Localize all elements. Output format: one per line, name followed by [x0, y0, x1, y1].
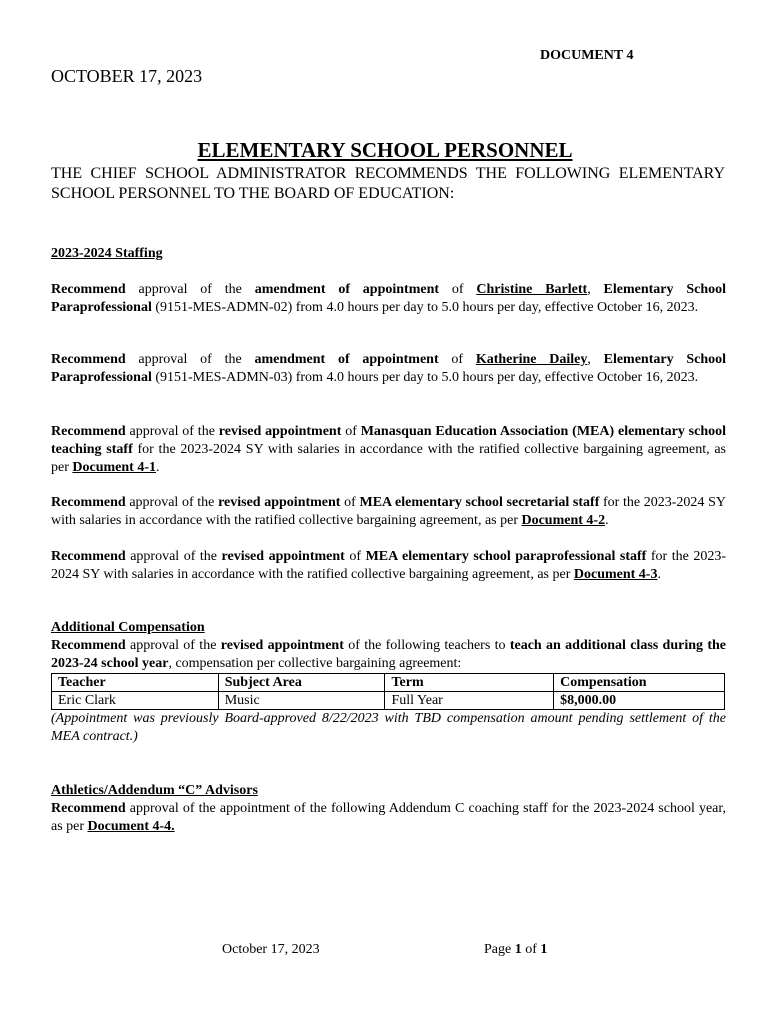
current-page: 1 — [514, 942, 522, 957]
document-label: DOCUMENT 4 — [540, 48, 634, 63]
cell-term: Full Year — [385, 692, 554, 710]
column-header-compensation: Compensation — [554, 674, 725, 692]
action-label: revised appointment — [218, 495, 341, 510]
staffing-item-1: Recommend approval of the amendment of appointment of Christine Barlett, Elementary School Paraprofessional (9151-MES-ADMN-02) from 4.0 hours per day to 5.0 hours per day, effective October 16, 2023. — [51, 282, 726, 315]
employee-role: Elementary School Paraprofessional — [51, 282, 726, 315]
staff-group: Manasquan Education Association (MEA) elementary school teaching staff — [51, 424, 727, 457]
staffing-item-5: Recommend approval of the revised appointment of MEA elementary school paraprofessional staff for the 2023-2024 SY with salaries in accordance with the ratified collective bargaining agreement, as per Document 4-3. — [51, 549, 727, 582]
staff-group: MEA elementary school paraprofessional staff — [365, 549, 647, 564]
recommend-label: Recommend — [51, 352, 126, 367]
recommend-label: Recommend — [51, 495, 126, 510]
staff-group: MEA elementary school secretarial staff — [359, 495, 600, 510]
assignment-description: teach an additional class during the 2023-24 school year — [51, 638, 727, 671]
recommend-label: Recommend — [51, 638, 126, 653]
compensation-note: (Appointment was previously Board-approved 8/22/2023 with TBD compensation amount pending settlement of the MEA contract.) — [51, 711, 726, 744]
employee-name: Christine Barlett — [476, 282, 588, 297]
page-number: Page 1 of 1 — [484, 942, 548, 957]
column-header-teacher: Teacher — [52, 674, 219, 692]
recommend-label: Recommend — [51, 549, 126, 564]
column-header-term: Term — [385, 674, 554, 692]
staffing-heading: 2023-2024 Staffing — [51, 246, 163, 261]
table-header-row — [52, 674, 725, 692]
staffing-section — [51, 245, 726, 263]
recommend-label: Recommend — [51, 282, 126, 297]
athletics-heading: Athletics/Addendum “C” Advisors — [51, 783, 258, 798]
staffing-item-2: Recommend approval of the amendment of appointment of Katherine Dailey, Elementary School Paraprofessional (9151-MES-ADMN-03) from 4.0 hours per day to 5.0 hours per day, effective October 16, 2023. — [51, 352, 727, 385]
recommend-label: Recommend — [51, 801, 126, 816]
recommend-label: Recommend — [51, 424, 126, 439]
employee-name: Katherine Dailey — [475, 352, 588, 367]
action-label: amendment of appointment — [254, 352, 439, 367]
additional-compensation-section: Additional Compensation Recommend approval of the revised appointment of the following teachers to teach an additional class during the 2023-24 school year, compensation per collective bargaining agreement: Teacher Subject Area Term Compensation Eric Clark Music Full Year $8,000.00 (Appointment was previously Board-approved 8/22/2023 with TBD compensation amount pending settlement of the MEA contract.) — [51, 620, 727, 744]
cell-subject: Music — [218, 692, 385, 710]
column-header-subject: Subject Area — [218, 674, 385, 692]
cell-compensation: $8,000.00 — [554, 692, 725, 710]
table-row — [52, 692, 725, 710]
page-title: ELEMENTARY SCHOOL PERSONNEL — [197, 138, 573, 162]
athletics-section: Athletics/Addendum “C” Advisors Recommend approval of the appointment of the following Addendum C coaching staff for the 2023-2024 school year, as per Document 4-4. — [51, 783, 726, 834]
additional-compensation-heading: Additional Compensation — [51, 620, 205, 635]
document-reference: Document 4-3 — [573, 567, 658, 582]
compensation-table — [51, 673, 725, 710]
document-reference: Document 4-2 — [521, 513, 606, 528]
document-reference: Document 4-1 — [72, 460, 156, 475]
action-label: revised appointment — [220, 638, 344, 653]
staffing-item-3: Recommend approval of the revised appointment of Manasquan Education Association (MEA) elementary school teaching staff for the 2023-2024 SY with salaries in accordance with the ratified collective bargaining agreement, as per Document 4-1. — [51, 424, 727, 475]
action-label: amendment of appointment — [254, 282, 440, 297]
staffing-item-4: Recommend approval of the revised appointment of MEA elementary school secretarial staff for the 2023-2024 SY with salaries in accordance with the ratified collective bargaining agreement, as per Document 4-2. — [51, 495, 726, 528]
action-label: revised appointment — [218, 424, 342, 439]
intro-statement: THE CHIEF SCHOOL ADMINISTRATOR RECOMMENDS THE FOLLOWING ELEMENTARY SCHOOL PERSONNEL TO THE BOARD OF EDUCATION: — [51, 165, 725, 202]
cell-teacher: Eric Clark — [52, 692, 219, 710]
footer-date: October 17, 2023 — [222, 942, 320, 957]
meeting-date: OCTOBER 17, 2023 — [51, 66, 203, 86]
employee-role: Elementary School Paraprofessional — [51, 352, 727, 385]
document-reference: Document 4-4. — [87, 819, 175, 834]
total-pages: 1 — [540, 942, 548, 957]
action-label: revised appointment — [221, 549, 345, 564]
